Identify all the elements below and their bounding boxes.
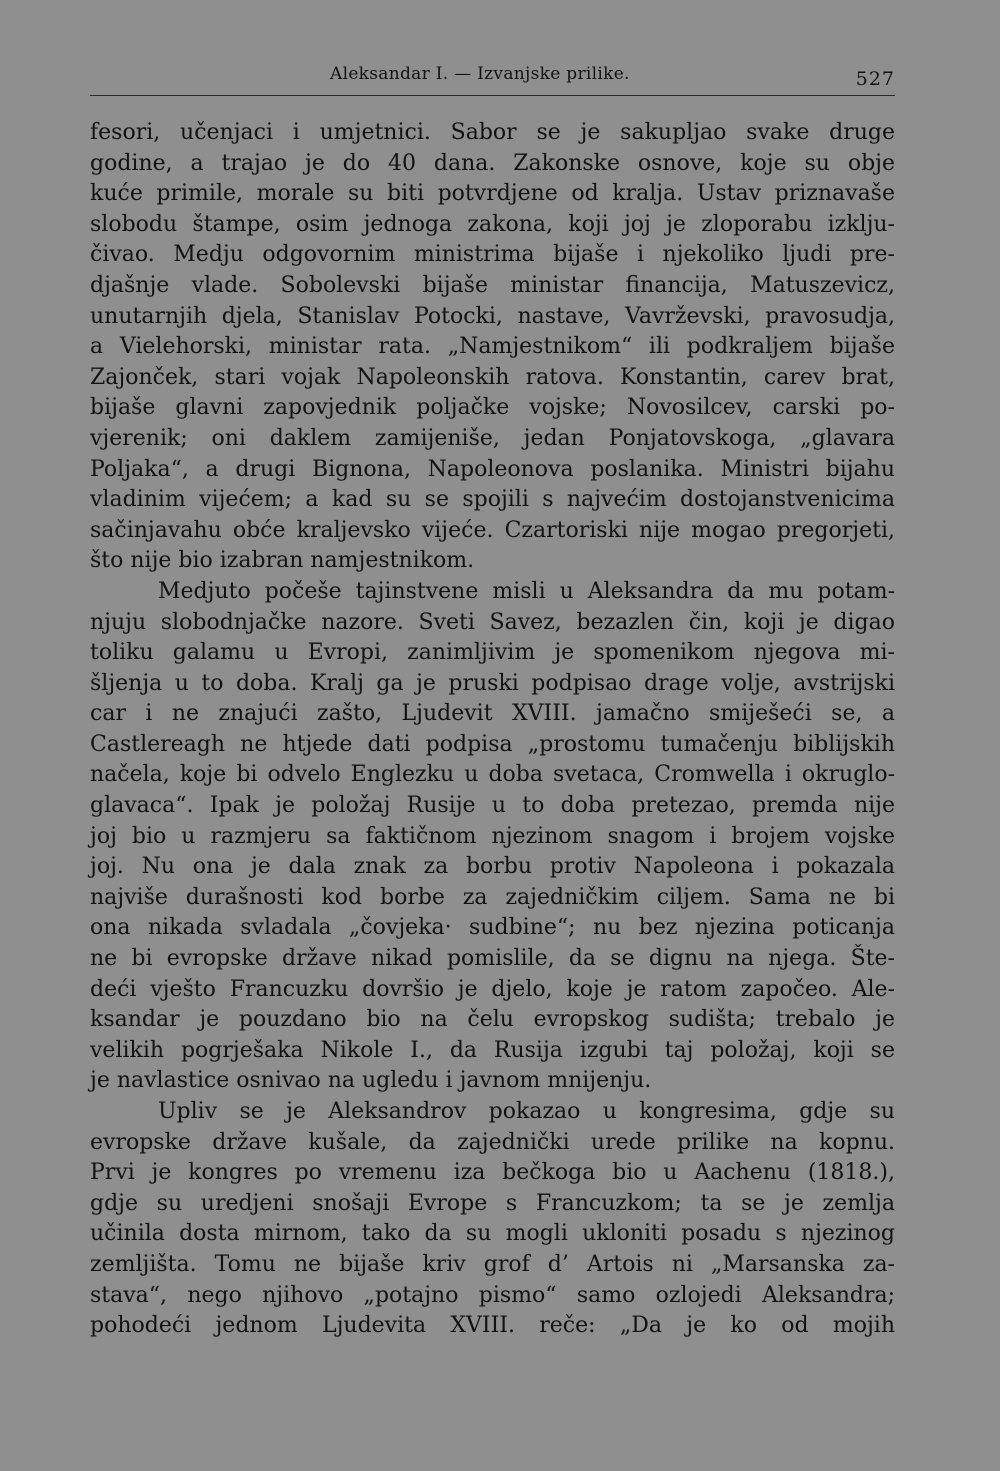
text-line: pohodeći jednom Ljudevita XVIII. reče: „Da je ko od mojih <box>90 1313 895 1339</box>
text-line: Upliv se je Aleksandrov pokazao u kongresima, gdje su <box>158 1099 895 1124</box>
text-line: fesori, učenjaci i umjetnici. Sabor se je sakupljao svake druge <box>90 120 895 145</box>
page-header <box>90 58 895 98</box>
text-line: car i ne znajući zašto, Ljudevit XVIII. jamačno smiješeći se, a <box>90 701 895 727</box>
text-line: deći vješto Francuzku dovršio je djelo, koje je ratom započeo. Ale- <box>90 976 895 1002</box>
text-line: zemljišta. Tomu ne bijaše kriv grof d’ Artois ni „Marsanska za- <box>90 1251 895 1277</box>
text-line: unutarnjih djela, Stanislav Potocki, nastave, Vavrževski, pravosudja, <box>90 303 895 329</box>
text-line: vjerenik; oni daklem zamijeniše, jedan Ponjatovskoga, „glavara <box>90 425 895 451</box>
text-line: sačinjavahu obće kraljevsko vijeće. Czartoriski nije mogao pregorjeti, <box>90 517 895 543</box>
running-title: Aleksandar I. — Izvanjske prilike. <box>330 64 630 84</box>
text-line: slobodu štampe, osim jednoga zakona, koji joj je zloporabu izklju- <box>90 211 895 237</box>
text-line: najviše durašnosti kod borbe za zajedničkim ciljem. Sama ne bi <box>90 884 895 910</box>
text-line: godine, a trajao je do 40 dana. Zakonske osnove, koje su obje <box>90 150 895 176</box>
text-line: joj bio u razmjeru sa faktičnom njezinom snagom i brojem vojske <box>90 823 895 849</box>
text-line: Poljaka“, a drugi Bignona, Napoleonova poslanika. Ministri bijahu <box>90 456 895 482</box>
text-line: Zajonček, stari vojak Napoleonskih ratova. Konstantin, carev brat, <box>90 364 895 390</box>
text-line: stava“, nego njihovo „potajno pismo“ samo ozlojedi Aleksandra; <box>90 1282 895 1308</box>
page-number: 527 <box>855 68 895 90</box>
text-line: velikih pogrješaka Nikole I., da Rusija izgubi taj položaj, koji se <box>90 1037 895 1063</box>
text-line: kuće primile, morale su biti potvrdjene od kralja. Ustav priznavaše <box>90 181 895 207</box>
text-line: je navlastice osnivao na ugledu i javnom mnijenju. <box>90 1068 652 1094</box>
text-line: ona nikada svladala „čovjeka· sudbine“; nu bez njezina poticanja <box>90 915 895 941</box>
text-line: bijaše glavni zapovjednik poljačke vojske; Novosilcev, carski po- <box>90 395 895 421</box>
text-line: djašnje vlade. Sobolevski bijaše ministar financija, Matuszevicz, <box>90 272 895 298</box>
text-line: što nije bio izabran namjestnikom. <box>90 548 475 574</box>
header-rule <box>90 95 895 96</box>
text-line: gdje su uredjeni snošaji Evrope s Francuzkom; ta se je zemlja <box>90 1190 895 1216</box>
text-line: načela, koje bi odvelo Englezku u doba svetaca, Cromwella i okruglo- <box>90 762 895 788</box>
text-line: Prvi je kongres po vremenu iza bečkoga bio u Aachenu (1818.), <box>90 1160 895 1186</box>
text-line: ne bi evropske države nikad pomislile, da se dignu na njega. Šte- <box>90 946 895 972</box>
text-line: joj. Nu ona je dala znak za borbu protiv Napoleona i pokazala <box>90 854 895 880</box>
text-line: a Vielehorski, ministar rata. „Namjestnikom“ ili podkraljem bijaše <box>90 334 895 360</box>
text-line: ksandar je pouzdano bio na čelu evropskog sudišta; trebalo je <box>90 1007 895 1033</box>
body-text <box>90 118 895 1342</box>
text-line: njuju slobodnjačke nazore. Sveti Savez, bezazlen čin, koji je digao <box>90 609 895 635</box>
text-line: Castlereagh ne htjede dati podpisa „prostomu tumačenju biblijskih <box>90 731 895 757</box>
text-line: šljenja u to doba. Kralj ga je pruski podpisao drage volje, avstrijski <box>90 670 895 696</box>
text-line: vladinim vijećem; a kad su se spojili s najvećim dostojanstvenicima <box>90 487 895 513</box>
text-line: evropske države kušale, da zajednički urede prilike na kopnu. <box>90 1129 895 1155</box>
text-line: Medjuto počeše tajinstvene misli u Aleksandra da mu potam- <box>158 578 895 604</box>
text-line: toliku galamu u Evropi, zanimljivim je spomenikom njegova mi- <box>90 640 895 666</box>
text-line: čivao. Medju odgovornim ministrima bijaše i njekoliko ljudi pre- <box>90 242 895 268</box>
text-line: učinila dosta mirnom, tako da su mogli ukloniti posadu s njezinog <box>90 1221 895 1247</box>
text-line: glavaca“. Ipak je položaj Rusije u to doba pretezao, premda nije <box>90 793 895 819</box>
